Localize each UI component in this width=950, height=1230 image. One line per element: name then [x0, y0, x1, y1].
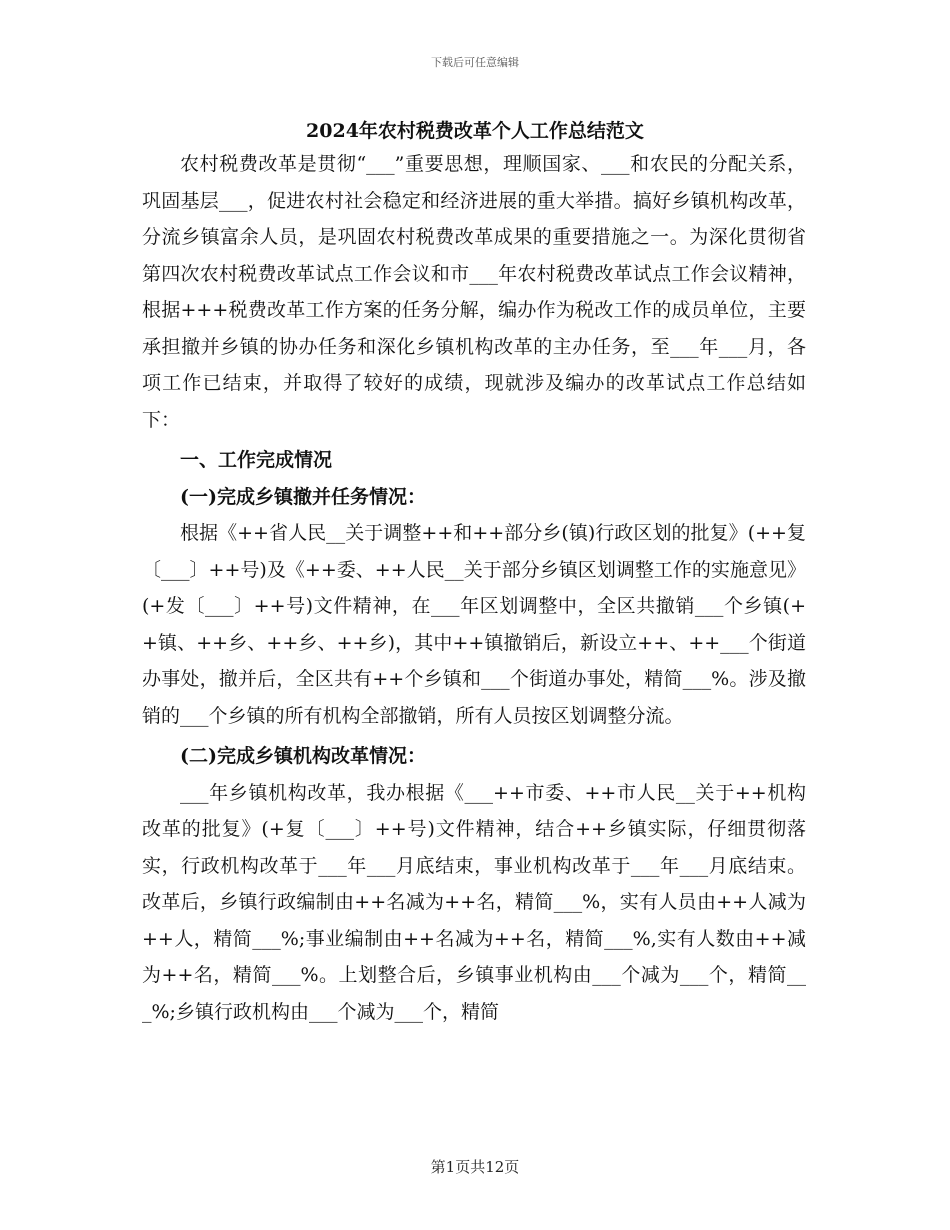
subsection-heading-2: (二)完成乡镇机构改革情况： [180, 745, 426, 767]
intro-paragraph: 农村税费改革是贯彻“___”重要思想，理顺国家、___和农民的分配关系，巩固基层___，促进农村社会稳定和经济进展的重大举措。搞好乡镇机构改革，分流乡镇富余人员，是巩固农村税费改革成果的重要措施之一。为深化贯彻省第四次农村税费改革试点工作会议和市___年农村税费改革试点工作会议精神，根据+++税费改革工作方案的任务分解，编办作为税改工作的成员单位，主要承担撤并乡镇的协办任务和深化乡镇机构改革的主办任务，至___年___月，各项工作已结束，并取得了较好的成绩，现就涉及编办的改革试点工作总结如下： [142, 153, 806, 431]
subsection-heading-1: (一)完成乡镇撤并任务情况： [180, 485, 426, 508]
document-body [142, 146, 806, 1030]
subsection-1-paragraph: 根据《++省人民__关于调整++和++部分乡(镇)行政区划的批复》(++复〔___〕++号)及《++委、++人民__关于部分乡镇区划调整工作的实施意见》(+发〔___〕++号)文件精神，在___年区划调整中，全区共撤销___个乡镇(++镇、++乡、++乡、++乡)，其中++镇撤销后，新设立++、++___个街道办事处，撤并后，全区共有++个乡镇和___个街道办事处，精简___%。涉及撤销的___个乡镇的所有机构全部撤销，所有人员按区划调整分流。 [142, 522, 806, 727]
page-footer: 第1页共12页 [430, 1158, 520, 1176]
page-title: 2024年农村税费改革个人工作总结范文 [306, 120, 644, 142]
subsection-2-paragraph: ___年乡镇机构改革，我办根据《___++市委、++市人民__关于++机构改革的批复》(+复〔___〕++号)文件精神，结合++乡镇实际，仔细贯彻落实，行政机构改革于___年___月底结束，事业机构改革于___年___月底结束。改革后，乡镇行政编制由++名减为++名，精简___%，实有人员由++人减为++人，精简___%;事业编制由++名减为++名，精简___%,实有人数由++减为++名，精简___%。上划整合后，乡镇事业机构由___个减为___个，精简___%;乡镇行政机构由___个减为___个，精简 [142, 781, 806, 1023]
header-note: 下载后可任意编辑 [431, 56, 519, 69]
section-heading-1: 一、工作完成情况 [180, 449, 333, 471]
